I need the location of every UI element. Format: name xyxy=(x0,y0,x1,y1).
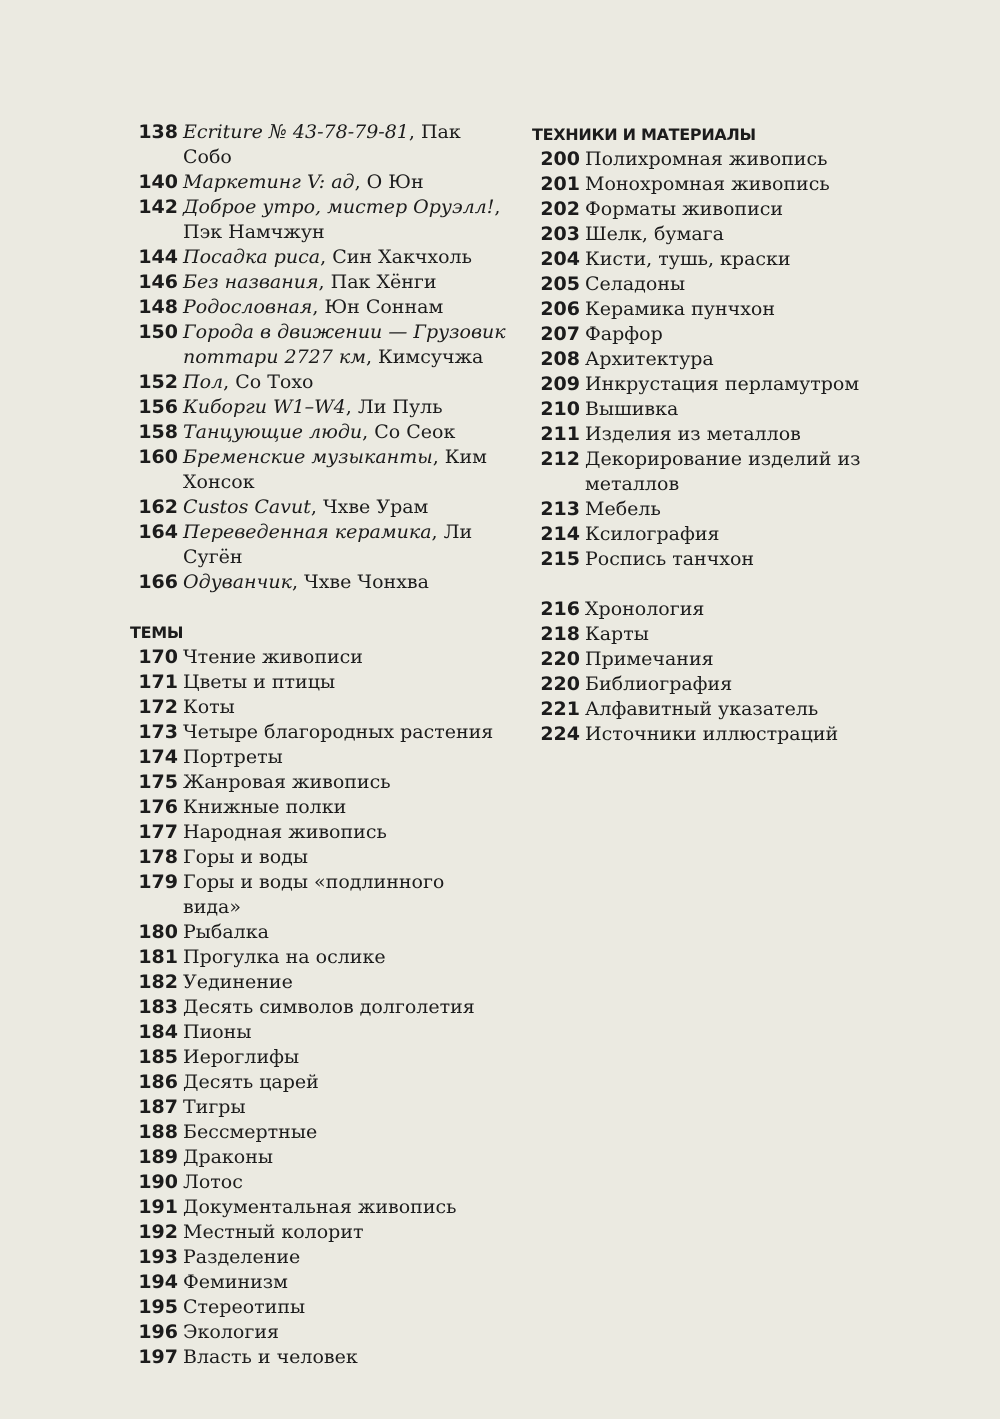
page-number: 197 xyxy=(138,1346,178,1368)
page-number: 162 xyxy=(138,496,178,518)
work-title: Родословная xyxy=(183,296,313,318)
toc-entry xyxy=(530,297,930,322)
toc-entry xyxy=(128,695,508,720)
toc-entry xyxy=(128,245,508,270)
toc-entry xyxy=(530,722,930,747)
entry-text xyxy=(183,245,508,270)
work-title: Custos Cavut xyxy=(183,496,311,518)
toc-entry xyxy=(128,770,508,795)
page-number: 144 xyxy=(138,246,178,268)
page-number: 203 xyxy=(540,223,580,245)
entry-text: Документальная живопись xyxy=(183,1196,457,1218)
entry-text: Ксилография xyxy=(585,523,720,545)
entry-text: Инкрустация перламутром xyxy=(585,373,860,395)
work-title: Посадка риса xyxy=(183,246,321,268)
page-number: 158 xyxy=(138,421,178,443)
toc-entry xyxy=(128,170,508,195)
page-number: 188 xyxy=(138,1121,178,1143)
toc-entry xyxy=(128,120,508,170)
toc-entry xyxy=(530,697,930,722)
page-number: 218 xyxy=(540,623,580,645)
entry-text: Лотос xyxy=(183,1171,243,1193)
entry-text: Уединение xyxy=(183,971,293,993)
toc-entry xyxy=(128,1220,508,1245)
toc-entry xyxy=(530,447,930,497)
work-author: , Пэк Намчжун xyxy=(183,196,501,243)
toc-entry xyxy=(128,645,508,670)
entry-text xyxy=(183,170,508,195)
page-number: 148 xyxy=(138,296,178,318)
toc-entry xyxy=(128,320,508,370)
entry-text: Алфавитный указатель xyxy=(585,698,819,720)
page-number: 210 xyxy=(540,398,580,420)
entry-text: Иероглифы xyxy=(183,1046,300,1068)
entry-text: Кисти, тушь, краски xyxy=(585,248,791,270)
page-number: 224 xyxy=(540,723,580,745)
page-number: 176 xyxy=(138,796,178,818)
toc-entry xyxy=(128,295,508,320)
toc-entry xyxy=(530,197,930,222)
page-number: 166 xyxy=(138,571,178,593)
section-gap xyxy=(530,572,930,597)
toc-entry xyxy=(128,1045,508,1070)
page-number: 170 xyxy=(138,646,178,668)
toc-entry xyxy=(128,1195,508,1220)
work-title: Одуванчик xyxy=(183,571,292,593)
toc-entry xyxy=(530,522,930,547)
work-title: Бременские музыканты xyxy=(183,446,433,468)
page-number: 185 xyxy=(138,1046,178,1068)
entry-text: Десять царей xyxy=(183,1071,319,1093)
toc-entry xyxy=(128,720,508,745)
toc-entry xyxy=(128,195,508,245)
work-author: , Син Хакчхоль xyxy=(320,246,472,268)
toc-entry xyxy=(128,395,508,420)
page-number: 196 xyxy=(138,1321,178,1343)
page-number: 178 xyxy=(138,846,178,868)
entry-text: Стереотипы xyxy=(183,1296,306,1318)
entry-text: Местный колорит xyxy=(183,1221,364,1243)
page-number: 160 xyxy=(138,446,178,468)
entry-text: Источники иллюстраций xyxy=(585,723,839,745)
toc-entry xyxy=(128,995,508,1020)
work-author: , Со Сеок xyxy=(362,421,456,443)
entry-text: Мебель xyxy=(585,498,661,520)
entry-text: Горы и воды «подлинного вида» xyxy=(183,871,445,918)
entry-text xyxy=(183,195,508,245)
page-number: 202 xyxy=(540,198,580,220)
page-number: 174 xyxy=(138,746,178,768)
entry-text: Бессмертные xyxy=(183,1121,318,1143)
toc-entry xyxy=(128,520,508,570)
entry-text: Рыбалка xyxy=(183,921,269,943)
entry-text: Цветы и птицы xyxy=(183,671,336,693)
entry-text xyxy=(183,520,508,570)
work-author: , О Юн xyxy=(354,171,424,193)
page-number: 190 xyxy=(138,1171,178,1193)
work-title: Без названия xyxy=(183,271,319,293)
entry-text: Народная живопись xyxy=(183,821,387,843)
toc-entry xyxy=(128,920,508,945)
toc-entry xyxy=(128,970,508,995)
entry-text: Власть и человек xyxy=(183,1346,358,1368)
entry-text: Десять символов долголетия xyxy=(183,996,475,1018)
work-author: , Чхве Чонхва xyxy=(291,571,429,593)
page-number: 216 xyxy=(540,598,580,620)
appendix-list xyxy=(530,597,930,747)
entry-text xyxy=(183,445,508,495)
work-title: Маркетинг V: ад xyxy=(183,171,355,193)
page-number: 187 xyxy=(138,1096,178,1118)
page-number: 215 xyxy=(540,548,580,570)
toc-entry xyxy=(128,795,508,820)
work-author: , Пак Собо xyxy=(183,121,461,168)
toc-entry xyxy=(128,745,508,770)
toc-entry xyxy=(530,497,930,522)
toc-entry xyxy=(128,1120,508,1145)
work-author: , Чхве Урам xyxy=(310,496,429,518)
toc-entry xyxy=(530,222,930,247)
toc-entry xyxy=(128,270,508,295)
page-number: 191 xyxy=(138,1196,178,1218)
entry-text xyxy=(183,420,508,445)
page-number: 180 xyxy=(138,921,178,943)
toc-entry xyxy=(128,495,508,520)
page-number: 189 xyxy=(138,1146,178,1168)
toc-entry xyxy=(128,845,508,870)
themes-list xyxy=(128,645,508,1370)
toc-right-column xyxy=(530,120,930,747)
page-number: 220 xyxy=(540,648,580,670)
entry-text: Роспись танчхон xyxy=(585,548,755,570)
entry-text xyxy=(183,495,508,520)
toc-entry xyxy=(530,622,930,647)
entry-text: Феминизм xyxy=(183,1271,288,1293)
entry-text xyxy=(183,370,508,395)
work-author: , Ли Пуль xyxy=(345,396,443,418)
entry-text: Хронология xyxy=(585,598,705,620)
toc-entry xyxy=(530,547,930,572)
toc-entry xyxy=(530,672,930,697)
toc-entry xyxy=(530,322,930,347)
entry-text: Экология xyxy=(183,1321,279,1343)
work-author: , Ким Хонсок xyxy=(183,446,487,493)
entry-text: Вышивка xyxy=(585,398,679,420)
entry-text: Книжные полки xyxy=(183,796,347,818)
page-number: 194 xyxy=(138,1271,178,1293)
page-number: 214 xyxy=(540,523,580,545)
entry-text: Карты xyxy=(585,623,649,645)
toc-entry xyxy=(530,597,930,622)
page-number: 152 xyxy=(138,371,178,393)
page-number: 195 xyxy=(138,1296,178,1318)
page-number: 182 xyxy=(138,971,178,993)
page-number: 213 xyxy=(540,498,580,520)
page-number: 220 xyxy=(540,673,580,695)
toc-entry xyxy=(128,1245,508,1270)
entry-text: Пионы xyxy=(183,1021,252,1043)
page-number: 205 xyxy=(540,273,580,295)
toc-entry xyxy=(530,647,930,672)
work-author: , Со Тохо xyxy=(223,371,314,393)
entry-text: Коты xyxy=(183,696,235,718)
toc-entry xyxy=(530,372,930,397)
toc-entry xyxy=(128,1070,508,1095)
page-number: 221 xyxy=(540,698,580,720)
page-number: 201 xyxy=(540,173,580,195)
page-number: 184 xyxy=(138,1021,178,1043)
toc-entry xyxy=(128,370,508,395)
page-number: 150 xyxy=(138,321,178,343)
toc-entry xyxy=(530,272,930,297)
page-number: 156 xyxy=(138,396,178,418)
entry-text: Полихромная живопись xyxy=(585,148,828,170)
work-title: Города в движении — Грузовик поттари 2727 км xyxy=(183,321,506,368)
page-number: 175 xyxy=(138,771,178,793)
works-list xyxy=(128,120,508,595)
work-title: Переведенная керамика xyxy=(183,521,432,543)
page-number: 181 xyxy=(138,946,178,968)
entry-text xyxy=(183,395,508,420)
page-number: 142 xyxy=(138,196,178,218)
work-title: Киборги W1–W4 xyxy=(183,396,346,418)
toc-entry xyxy=(128,820,508,845)
entry-text: Монохромная живопись xyxy=(585,173,830,195)
entry-text: Селадоны xyxy=(585,273,686,295)
work-author: , Юн Соннам xyxy=(312,296,444,318)
page-number: 146 xyxy=(138,271,178,293)
page-number: 211 xyxy=(540,423,580,445)
themes-heading: ТЕМЫ xyxy=(130,623,184,642)
entry-text: Прогулка на ослике xyxy=(183,946,386,968)
page-number: 179 xyxy=(138,871,178,893)
work-title: Танцующие люди xyxy=(183,421,363,443)
page-number: 207 xyxy=(540,323,580,345)
entry-text: Изделия из металлов xyxy=(585,423,801,445)
page-number: 192 xyxy=(138,1221,178,1243)
toc-entry xyxy=(128,870,508,920)
page-number: 193 xyxy=(138,1246,178,1268)
page-number: 173 xyxy=(138,721,178,743)
entry-text xyxy=(183,295,508,320)
toc-entry xyxy=(128,1145,508,1170)
entry-text xyxy=(183,270,508,295)
toc-entry xyxy=(128,1295,508,1320)
toc-entry xyxy=(530,397,930,422)
page-number: 208 xyxy=(540,348,580,370)
work-title: Доброе утро, мистер Оруэлл! xyxy=(183,196,495,218)
toc-entry xyxy=(530,247,930,272)
entry-text: Горы и воды xyxy=(183,846,309,868)
entry-text: Портреты xyxy=(183,746,283,768)
entry-text: Разделение xyxy=(183,1246,301,1268)
page-number: 183 xyxy=(138,996,178,1018)
toc-entry xyxy=(128,420,508,445)
toc-entry xyxy=(128,1270,508,1295)
entry-text: Чтение живописи xyxy=(183,646,363,668)
page-number: 164 xyxy=(138,521,178,543)
page-number: 177 xyxy=(138,821,178,843)
work-author: , Кимсучжа xyxy=(365,346,484,368)
techniques-heading: ТЕХНИКИ И МАТЕРИАЛЫ xyxy=(532,125,756,144)
entry-text: Примечания xyxy=(585,648,714,670)
toc-entry xyxy=(530,422,930,447)
page-number: 206 xyxy=(540,298,580,320)
page-number: 200 xyxy=(540,148,580,170)
work-title: Пол xyxy=(183,371,224,393)
toc-entry xyxy=(530,172,930,197)
toc-left-column xyxy=(128,120,508,1370)
entry-text: Архитектура xyxy=(585,348,714,370)
page-number: 140 xyxy=(138,171,178,193)
page-number: 172 xyxy=(138,696,178,718)
toc-entry xyxy=(128,445,508,495)
toc-entry xyxy=(530,147,930,172)
entry-text: Шелк, бумага xyxy=(585,223,724,245)
work-author: , Ли Сугён xyxy=(183,521,473,568)
toc-entry xyxy=(128,1320,508,1345)
entry-text: Четыре благородных растения xyxy=(183,721,494,743)
page-number: 186 xyxy=(138,1071,178,1093)
page-number: 171 xyxy=(138,671,178,693)
entry-text: Тигры xyxy=(183,1096,246,1118)
entry-text: Библиография xyxy=(585,673,733,695)
entry-text: Драконы xyxy=(183,1146,274,1168)
entry-text xyxy=(183,320,508,370)
page-number: 212 xyxy=(540,448,580,470)
toc-entry xyxy=(128,1095,508,1120)
entry-text xyxy=(183,570,508,595)
toc-entry xyxy=(128,670,508,695)
toc-entry xyxy=(128,570,508,595)
work-author: , Пак Хёнги xyxy=(318,271,437,293)
page-number: 138 xyxy=(138,121,178,143)
toc-entry xyxy=(128,945,508,970)
toc-entry xyxy=(128,1345,508,1370)
entry-text: Жанровая живопись xyxy=(183,771,391,793)
toc-entry xyxy=(128,1170,508,1195)
page-number: 209 xyxy=(540,373,580,395)
toc-entry xyxy=(530,347,930,372)
toc-entry xyxy=(128,1020,508,1045)
work-title: Ecriture № 43-78-79-81 xyxy=(183,121,409,143)
entry-text xyxy=(183,120,508,170)
entry-text: Форматы живописи xyxy=(585,198,784,220)
entry-text: Керамика пунчхон xyxy=(585,298,776,320)
page-number: 204 xyxy=(540,248,580,270)
techniques-list xyxy=(530,147,930,572)
entry-text: Декорирование изделий из металлов xyxy=(585,448,861,495)
entry-text: Фарфор xyxy=(585,323,663,345)
